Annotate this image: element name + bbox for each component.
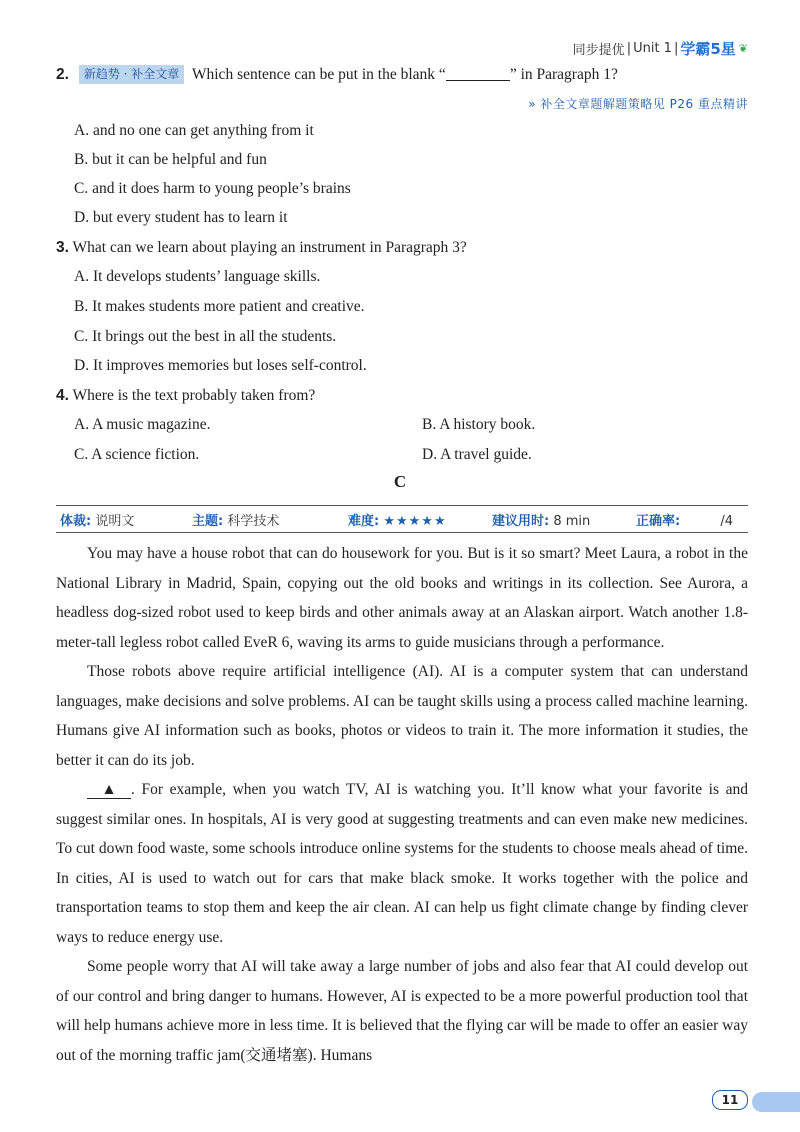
page-header — [573, 38, 748, 59]
difficulty-info — [348, 510, 447, 529]
option[interactable]: C. and it does harm to young people’s brains — [74, 180, 351, 197]
passage-paragraph-4: Some people worry that AI will take away a large number of jobs and also fear that AI could develop out of our control and bring danger to humans. However, AI is expected to be a more powerful production tool that will help humans achieve more in less time. It is believed that the flying car will be made to offer an easier way out of the morning traffic jam(交通堵塞). Humans — [56, 958, 748, 1064]
question-number: 4. — [56, 387, 69, 404]
accuracy-label: 正确率: — [636, 513, 681, 529]
option[interactable]: A. and no one can get anything from it — [74, 122, 314, 139]
header-divider: | — [626, 41, 632, 56]
question-2 — [56, 64, 618, 86]
accuracy-value: /4 — [720, 513, 733, 529]
question-4 — [56, 385, 315, 407]
option[interactable]: B. A history book. — [422, 416, 536, 433]
question-tag: 新趋势 · 补全文章 — [79, 65, 184, 84]
question-number: 3. — [56, 239, 69, 256]
page-number: 11 — [712, 1090, 748, 1110]
passage-paragraph-3 — [56, 775, 748, 952]
blank-triangle-icon: ▲ — [87, 782, 131, 799]
page-tab-decoration — [752, 1092, 800, 1112]
question-number: 2. — [56, 66, 69, 83]
reading-passage — [56, 539, 748, 1070]
genre-info — [60, 510, 134, 529]
header-unit: Unit 1 — [633, 41, 672, 56]
genre-value: 说明文 — [95, 513, 135, 529]
answer-blank — [446, 66, 510, 81]
option[interactable]: B. It makes students more patient and creative. — [74, 298, 365, 315]
leaf-icon: ❦ — [738, 42, 748, 55]
header-divider: | — [673, 41, 679, 56]
genre-label: 体裁: — [60, 513, 92, 529]
time-label: 建议用时: — [492, 513, 550, 529]
question-text: Which sentence can be put in the blank “ — [191, 66, 446, 83]
brand-logo: 学霸5星 — [680, 40, 736, 58]
option[interactable]: B. but it can be helpful and fun — [74, 151, 267, 168]
passage-info-bar — [56, 505, 748, 533]
question-text: Where is the text probably taken from? — [72, 387, 316, 404]
option[interactable]: C. A science fiction. — [74, 446, 200, 463]
difficulty-stars-icon: ★★★★★ — [383, 513, 447, 529]
topic-value: 科学技术 — [227, 513, 280, 529]
option[interactable]: D. A travel guide. — [422, 446, 532, 463]
question-text: What can we learn about playing an instrument in Paragraph 3? — [72, 239, 467, 256]
strategy-hint-text: 补全文章题解题策略见 P26 重点精讲 — [540, 97, 748, 111]
option[interactable]: D. but every student has to learn it — [74, 209, 288, 226]
time-info — [492, 510, 590, 529]
difficulty-label: 难度: — [348, 513, 380, 529]
option[interactable]: A. It develops students’ language skills. — [74, 268, 321, 285]
header-section: 同步提优 — [572, 43, 625, 58]
passage-paragraph-1: You may have a house robot that can do housework for you. But is it so smart? Meet Laura, a robot in the National Library in Madrid, Spain, copying out the old books and writings in its collection. See Aurora, a headless dog-sized robot used to keep birds and other animals away at an Alaskan airport. Watch another 1.8-meter-tall legless robot called EveR 6, waving its arms to guide musicians through a performance. — [56, 545, 748, 651]
option[interactable]: A. A music magazine. — [74, 416, 211, 433]
strategy-hint — [528, 95, 748, 112]
passage-paragraph-3-text: . For example, when you watch TV, AI is watching you. It’ll know what your favorite is and suggest similar ones. In hospitals, AI is very good at suggesting treatments and can even make new medicines. To cut down food waste, some schools introduce online systems for the students to choose meals ahead of time. In cities, AI is used to watch out for cars that make black smoke. It works together with the police and transportation teams to stop them and keep the air clean. AI can help us fight climate change by finding clever ways to reduce energy use. — [56, 781, 748, 946]
question-text-end: ” in Paragraph 1? — [509, 66, 618, 83]
section-heading: C — [393, 472, 407, 491]
passage-paragraph-2: Those robots above require artificial intelligence (AI). AI is a computer system that can understand languages, make decisions and solve problems. AI can be taught skills using a process called machine learning. Humans give AI information such as books, photos or videos to train it. The more information it studies, the better it can do its job. — [56, 663, 748, 769]
topic-info — [192, 510, 279, 529]
topic-label: 主题: — [192, 513, 224, 529]
double-arrow-icon: » — [528, 97, 537, 111]
time-value: 8 min — [553, 513, 591, 529]
option[interactable]: D. It improves memories but loses self-control. — [74, 357, 367, 374]
accuracy-info — [636, 510, 733, 529]
option[interactable]: C. It brings out the best in all the students. — [74, 328, 337, 345]
question-3 — [56, 237, 467, 259]
